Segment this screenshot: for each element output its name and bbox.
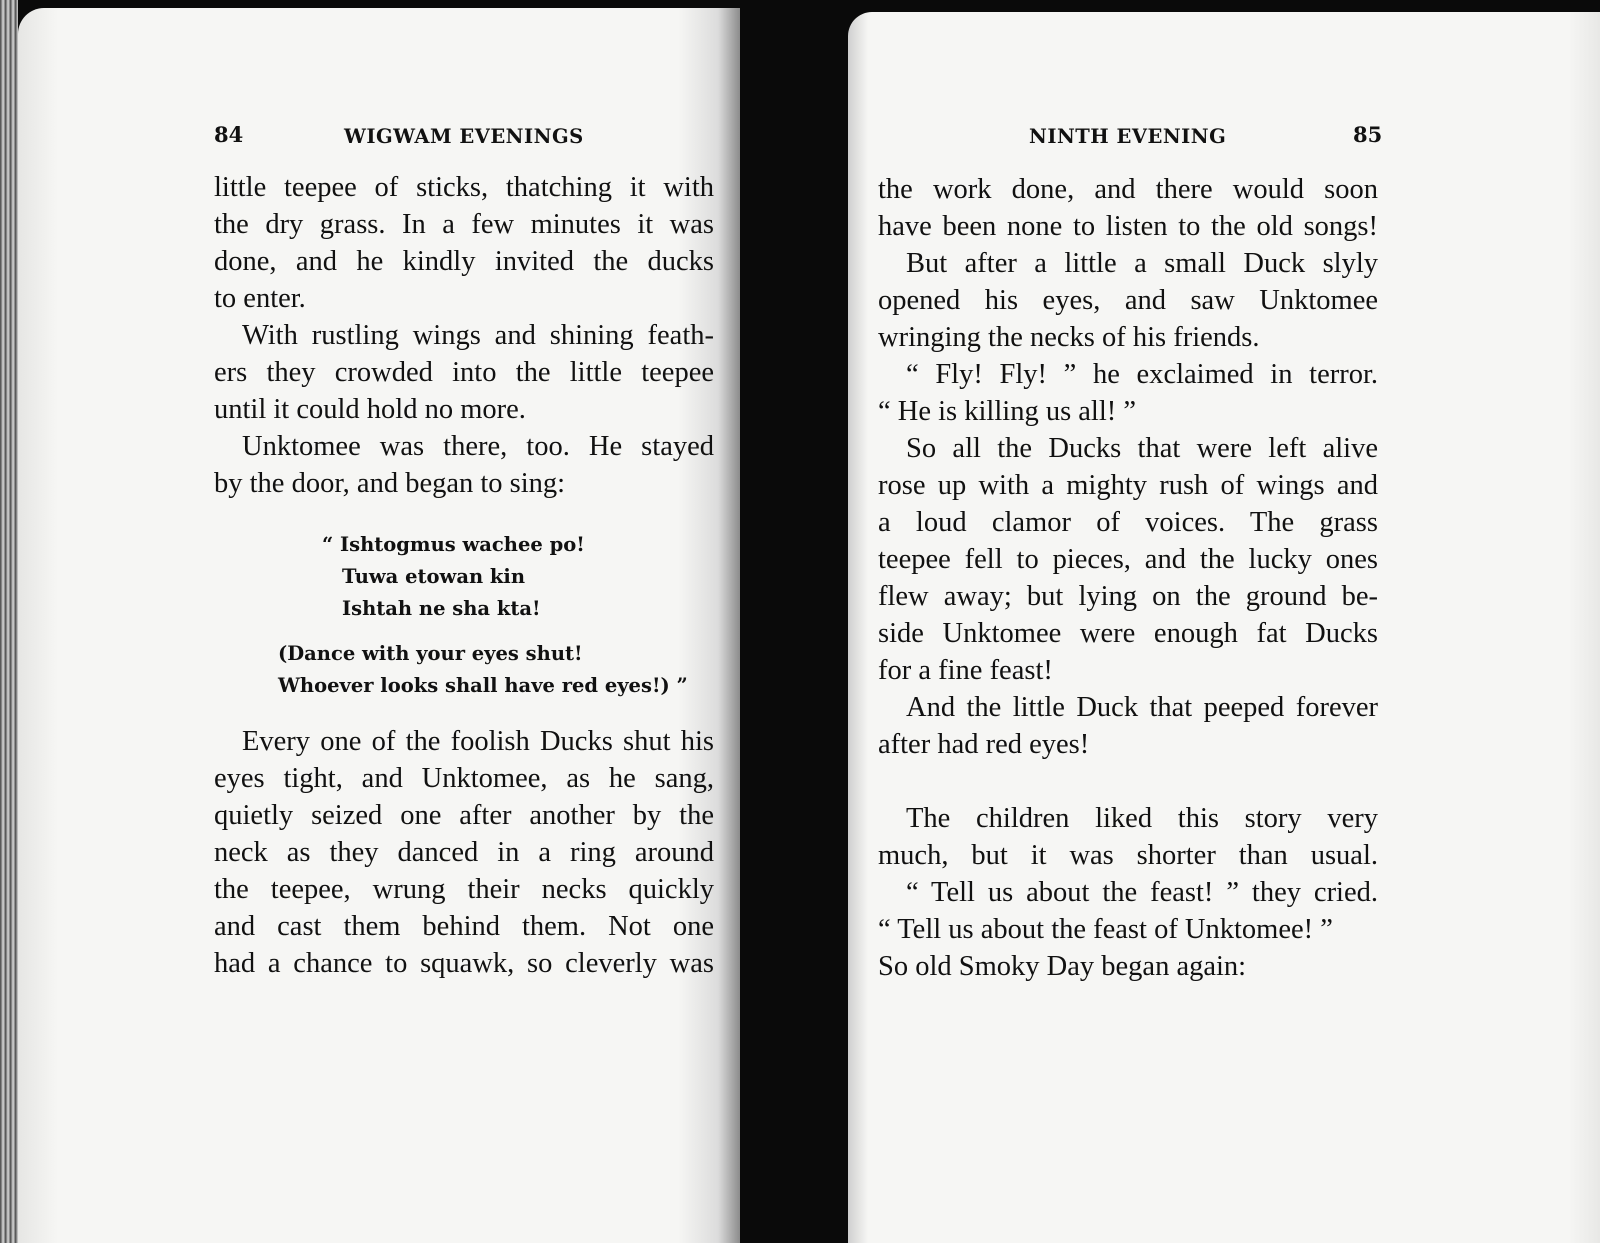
text-line: little teepee of sticks, thatching it with	[214, 172, 714, 203]
text-line: the teepee, wrung their necks quickly	[214, 874, 714, 905]
text-line: “ Tell us about the feast! ” they cried.	[906, 877, 1378, 908]
text-line: by the door, and began to sing:	[214, 468, 566, 499]
text-line: a loud clamor of voices. The grass	[878, 507, 1378, 538]
text-line: “ Tell us about the feast of Unktomee! ”	[878, 914, 1333, 945]
text-line: done, and he kindly invited the ducks	[214, 246, 714, 277]
text-line: flew away; but lying on the ground be-	[878, 581, 1378, 612]
text-line: have been none to listen to the old songs!	[878, 211, 1378, 242]
translation-line: Whoever looks shall have red eyes!) ”	[278, 674, 688, 697]
text-line: opened his eyes, and saw Unktomee	[878, 285, 1378, 316]
text-line: “ Fly! Fly! ” he exclaimed in terror.	[906, 359, 1378, 390]
text-line: the dry grass. In a few minutes it was	[214, 209, 714, 240]
song-line: Ishtah ne sha kta!	[342, 597, 541, 620]
page-number: 84	[214, 122, 244, 147]
text-line: to enter.	[214, 283, 306, 314]
text-line: Every one of the foolish Ducks shut his	[242, 726, 714, 757]
text-line: and cast them behind them. Not one	[214, 911, 714, 942]
running-head: NINTH EVENING	[1029, 125, 1227, 148]
translation-line: (Dance with your eyes shut!	[278, 642, 583, 665]
text-line: So old Smoky Day began again:	[878, 951, 1247, 982]
text-line: eyes tight, and Unktomee, as he sang,	[214, 763, 714, 794]
text-line: side Unktomee were enough fat Ducks	[878, 618, 1378, 649]
text-line: the work done, and there would soon	[878, 174, 1378, 205]
text-line: rose up with a mighty rush of wings and	[878, 470, 1378, 501]
text-line: quietly seized one after another by the	[214, 800, 714, 831]
left-page	[18, 8, 740, 1243]
text-line: And the little Duck that peeped forever	[906, 692, 1378, 723]
text-line: But after a little a small Duck slyly	[906, 248, 1378, 279]
song-line: “ Ishtogmus wachee po!	[322, 533, 585, 556]
text-line: So all the Ducks that were left alive	[906, 433, 1378, 464]
text-line: The children liked this story very	[906, 803, 1378, 834]
text-line: after had red eyes!	[878, 729, 1090, 760]
text-line: for a fine feast!	[878, 655, 1053, 686]
text-line: With rustling wings and shining feath-	[242, 320, 714, 351]
book-edge	[0, 0, 18, 1243]
text-line: had a chance to squawk, so cleverly was	[214, 948, 714, 979]
text-line: ers they crowded into the little teepee	[214, 357, 714, 388]
text-line: wringing the necks of his friends.	[878, 322, 1260, 353]
page-number: 85	[1353, 122, 1383, 147]
right-page	[848, 12, 1600, 1243]
running-head: WIGWAM EVENINGS	[344, 125, 584, 148]
song-line: Tuwa etowan kin	[342, 565, 526, 588]
text-line: much, but it was shorter than usual.	[878, 840, 1378, 871]
text-line: teepee fell to pieces, and the lucky ones	[878, 544, 1378, 575]
text-line: “ He is killing us all! ”	[878, 396, 1137, 427]
text-line: until it could hold no more.	[214, 394, 526, 425]
text-line: Unktomee was there, too. He stayed	[242, 431, 714, 462]
text-line: neck as they danced in a ring around	[214, 837, 714, 868]
